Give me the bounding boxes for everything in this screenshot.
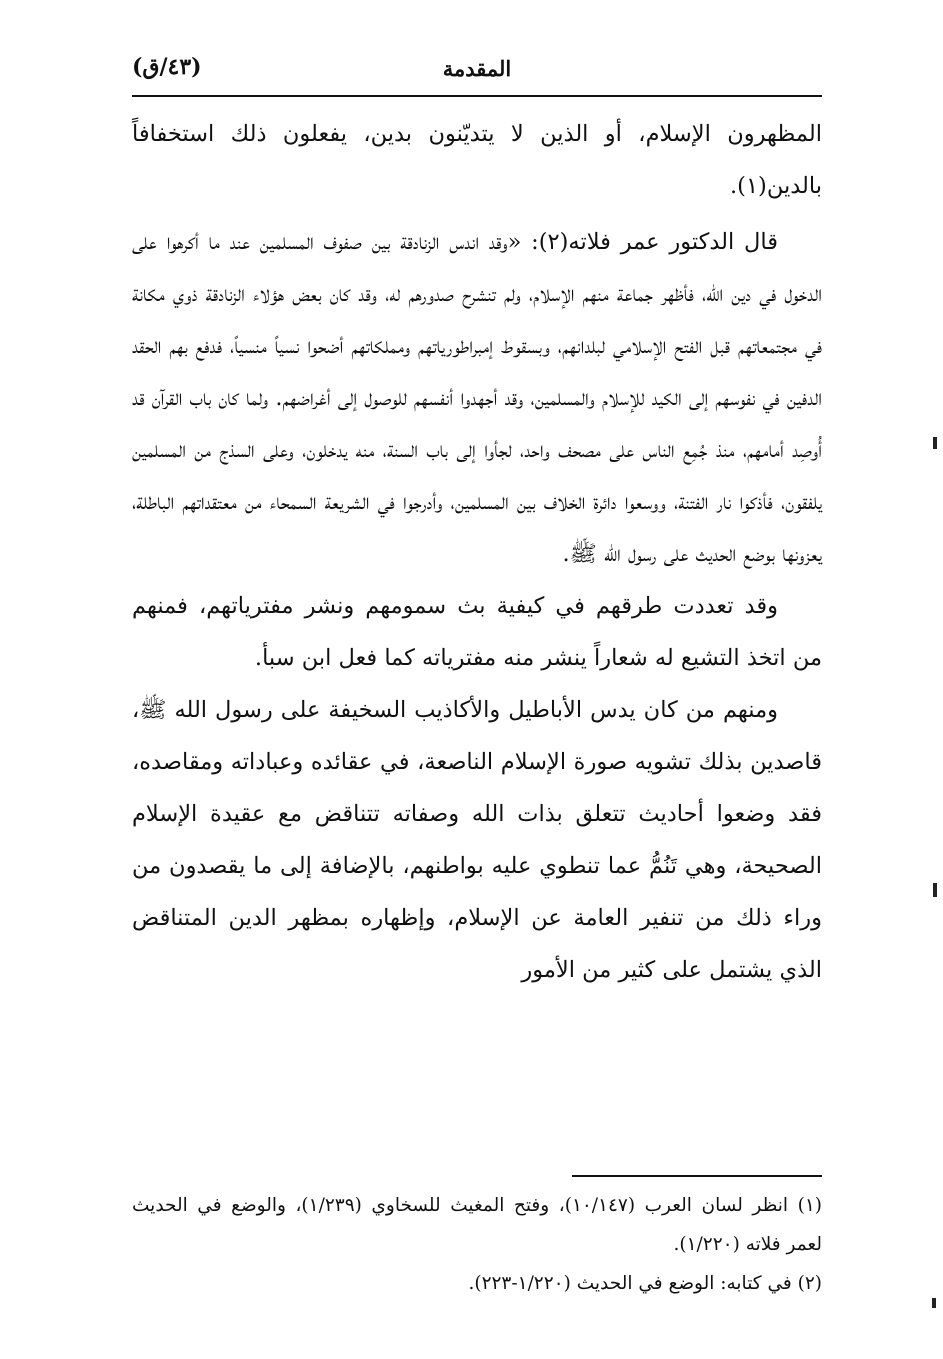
header-divider xyxy=(132,95,822,97)
footnote-divider xyxy=(572,1175,822,1177)
scan-edge-mark xyxy=(933,437,937,449)
paragraph-continuation: المظهرون الإسلام، أو الذين لا يتديّنون بدين، يفعلون ذلك استخفافاً بالدين(١). xyxy=(132,121,822,199)
paragraph-quote: قال الدكتور عمر فلاته(٢): «وقد اندس الزنادقة بين صفوف المسلمين عند ما أكرهوا على الدخول في دين الله، فأظهر جماعة منهم الإسلام، ولم تنشرح صدورهم له، وقد كان بعض هؤلاء الزنادقة ذوي مكانة في مجتمعاتهم قبل الفتح الإسلامي لبلدانهم، وبسقوط إمبراطورياتهم ومملكاتهم أضحوا نسياً منسياً، فدفع بهم الحقد الدفين في نفوسهم إلى الكيد للإسلام والمسلمين، وقد أجهدوا أنفسهم للوصول إلى أغراضهم. ولما كان باب القرآن قد أُوصِد أمامهم، منذ جُمِع الناس على مصحف واحد، لجأوا إلى باب السنة، منه يدخلون، وعلى السذج من المسلمين يلفقون، فأذكوا نار الفتنة، ووسعوا دائرة الخلاف بين المسلمين، وأدرجوا في الشريعة السمحاء من معتقداتهم الباطلة، يعزونها بوضع الحديث على رسول الله ﷺ. xyxy=(132,229,822,567)
running-header xyxy=(132,48,822,92)
footnotes xyxy=(132,1186,822,1303)
paragraph: وقد تعددت طرقهم في كيفية بث سمومهم ونشر مفترياتهم، فمنهم من اتخذ التشيع له شعاراً ينشر منه مفترياته كما فعل ابن سبأ. xyxy=(132,593,822,671)
scan-edge-mark xyxy=(933,883,937,897)
page-number: (٤٣/ق) xyxy=(132,54,202,80)
footnote-2: (٢) في كتابه: الوضع في الحديث (١/٢٢٠-٢٢٣). xyxy=(468,1273,822,1294)
scan-edge-mark xyxy=(932,1298,936,1308)
main-text xyxy=(132,108,822,996)
paragraph: ومنهم من كان يدس الأباطيل والأكاذيب السخيفة على رسول الله ﷺ، قاصدين بذلك تشويه صورة الإسلام الناصعة، في عقائده وعباداته ومقاصده، فقد وضعوا أحاديث تتعلق بذات الله وصفاته تتناقض مع عقيدة الإسلام الصحيحة، وهي تَنُمُّ عما تنطوي عليه بواطنهم، بالإضافة إلى ما يقصدون من وراء ذلك من تنفير العامة عن الإسلام، وإظهاره بمظهر الدين المتناقض الذي يشتمل على كثير من الأمور xyxy=(132,697,822,983)
footnote-1: (١) انظر لسان العرب (١٠/١٤٧)، وفتح المغيث للسخاوي (١/٢٣٩)، والوضع في الحديث لعمر فلاته (١/٢٢٠). xyxy=(132,1195,822,1255)
chapter-title: المقدمة xyxy=(442,56,512,81)
